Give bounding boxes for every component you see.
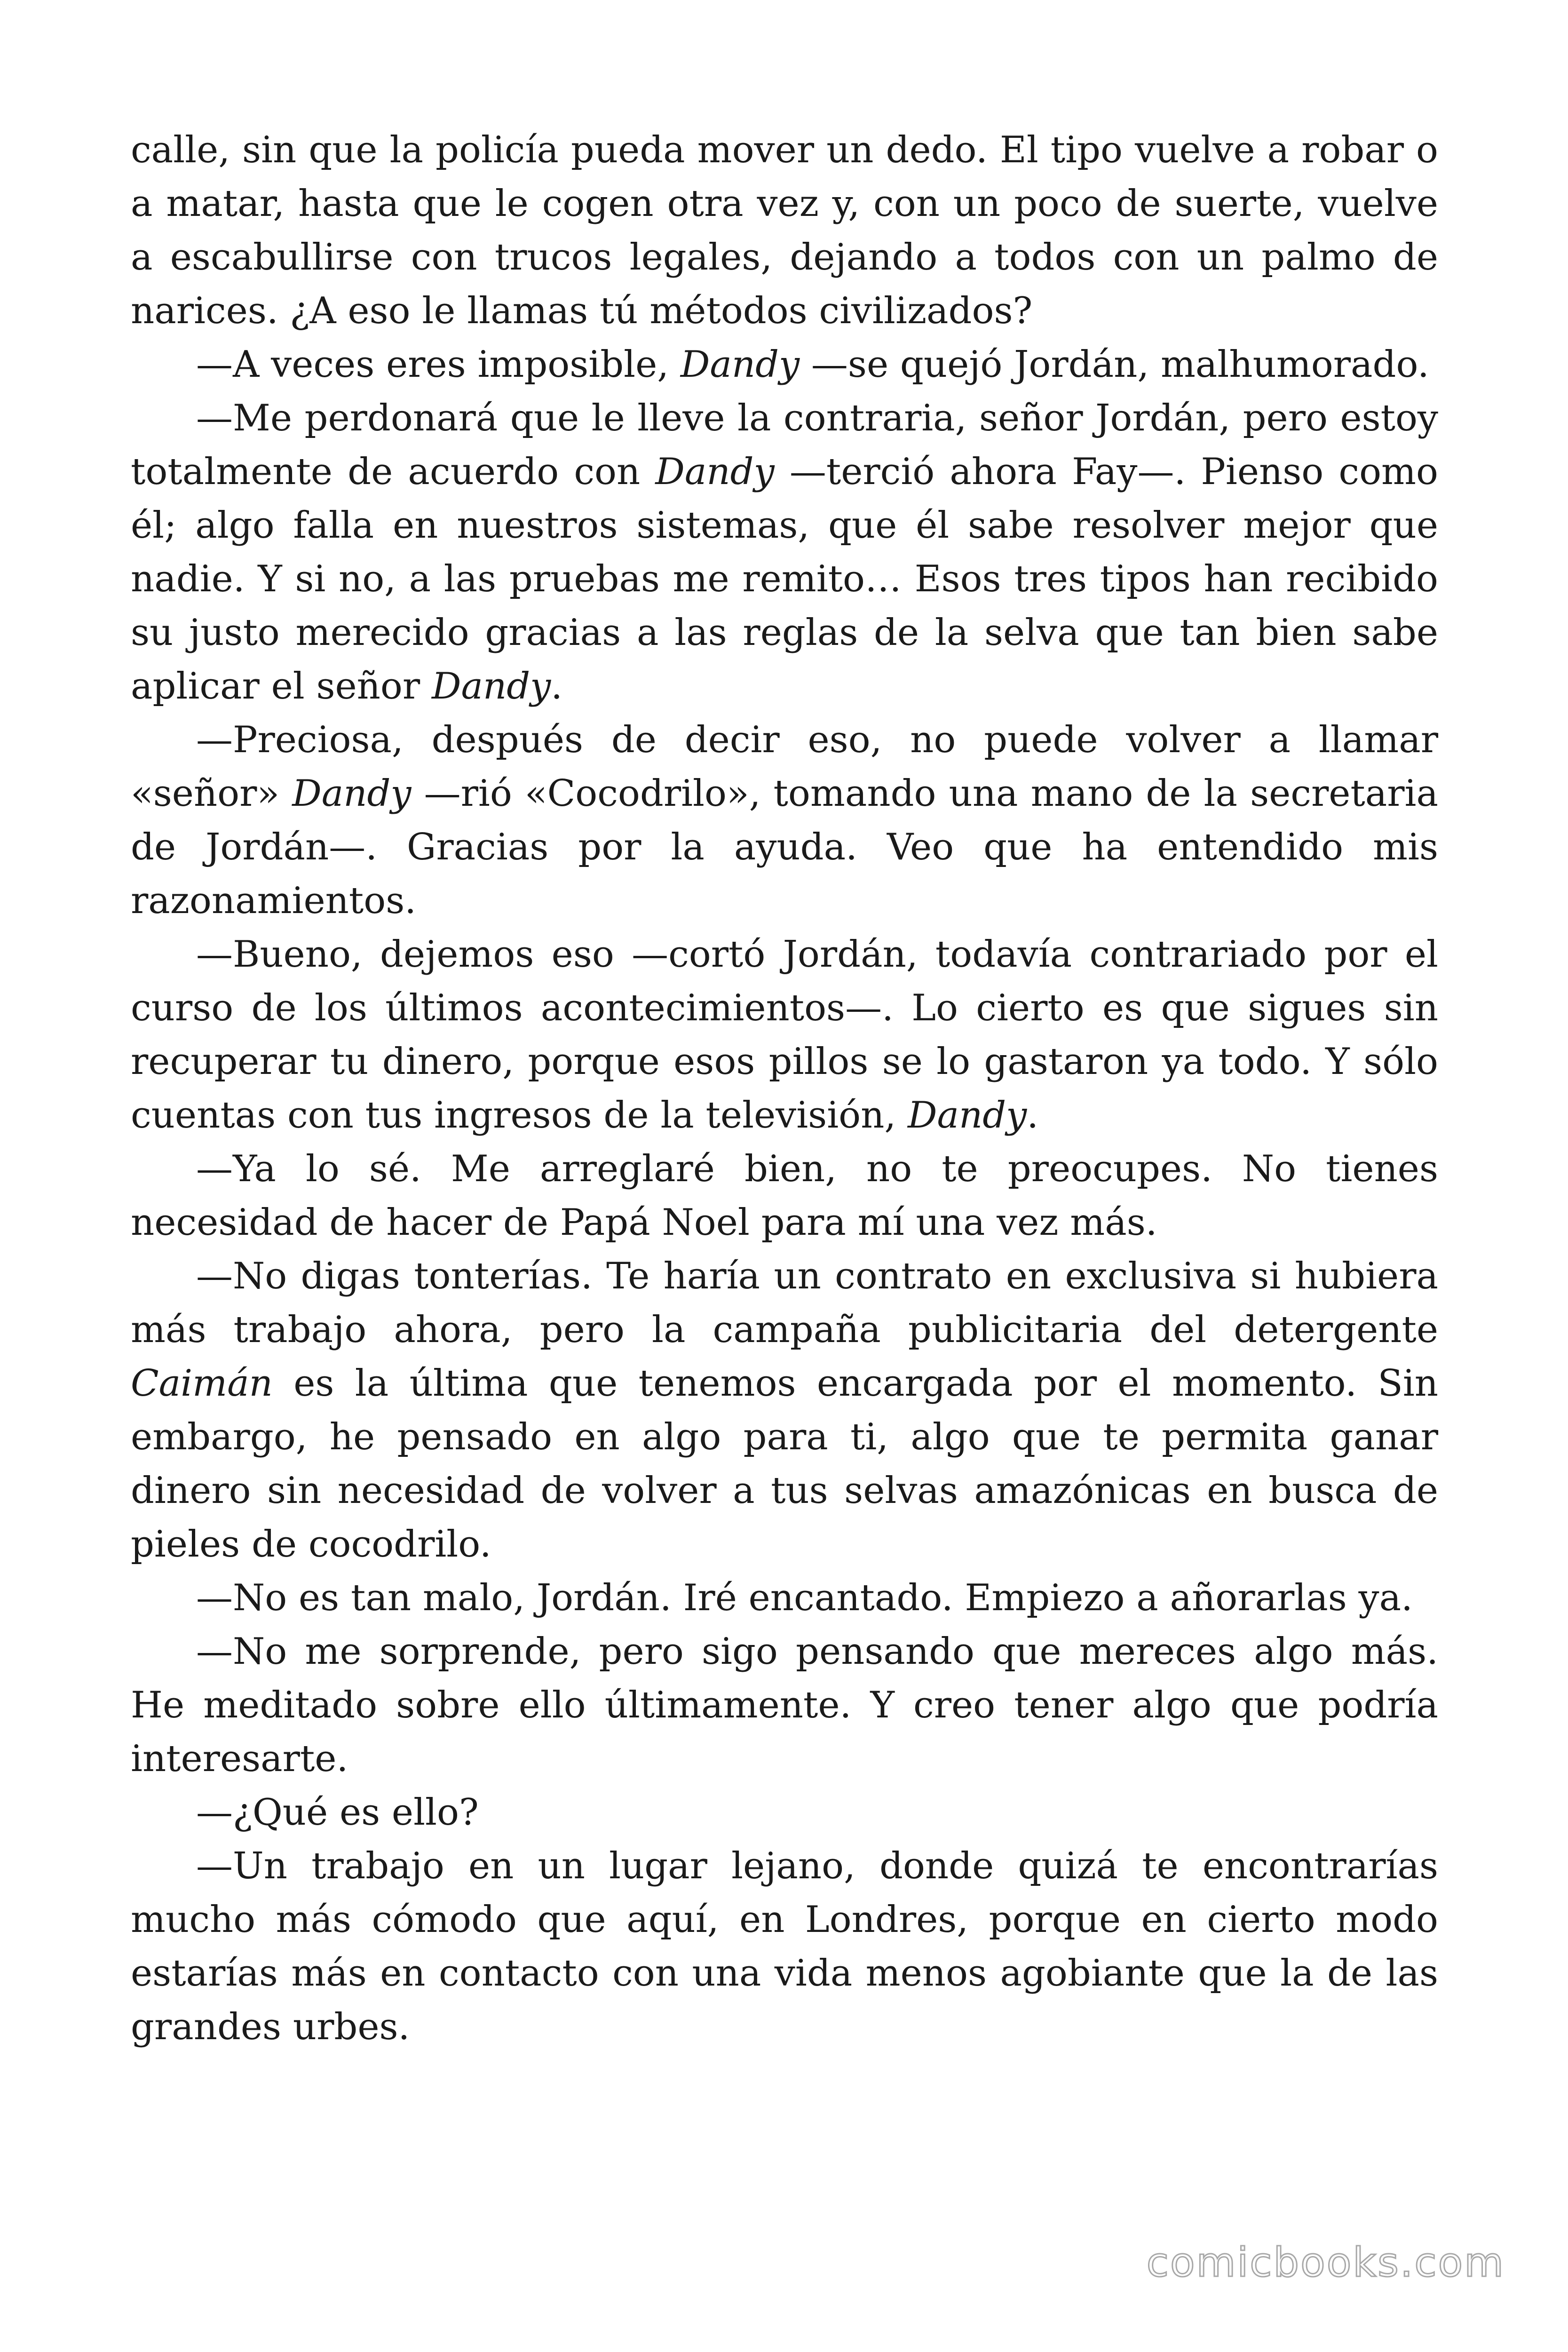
paragraph: —No es tan malo, Jordán. Iré encantado. Empiezo a añorarlas ya. [196,1577,1413,1619]
page-body [131,123,1438,2054]
paragraph: —No me sorprende, pero sigo pensando que mereces algo más. He meditado sobre ello últimamente. Y creo tener algo que podría interesarte. [131,1630,1438,1780]
paragraph: —Me perdonará que le lleve la contraria, señor Jordán, pero estoy totalmente de acuerdo con Dandy —terció ahora Fay—. Pienso como él; algo falla en nuestros sistemas, que él sabe resolver mejor que nadie. Y si no, a las pruebas me remito… Esos tres tipos han recibido su justo merecido gracias a las reglas de la selva que tan bien sabe aplicar el señor Dandy. [131,397,1438,707]
paragraph: —Ya lo sé. Me arreglaré bien, no te preocupes. No tienes necesidad de hacer de Papá Noel para mí una vez más. [131,1148,1438,1244]
paragraph: calle, sin que la policía pueda mover un dedo. El tipo vuelve a robar o a matar, hasta que le cogen otra vez y, con un poco de suerte, vuelve a escabullirse con trucos legales, dejando a todos con un palmo de narices. ¿A eso le llamas tú métodos civilizados? [131,129,1438,332]
paragraph: —A veces eres imposible, Dandy —se quejó Jordán, malhumorado. [196,343,1429,386]
paragraph: —Un trabajo en un lugar lejano, donde quizá te encontrarías mucho más cómodo que aquí, en Londres, porque en cierto modo estarías más en contacto con una vida menos agobiante que la de las grandes urbes. [131,1845,1438,2048]
paragraph: —¿Qué es ello? [196,1791,479,1834]
paragraph: —No digas tonterías. Te haría un contrato en exclusiva si hubiera más trabajo ahora, pero la campaña publicitaria del detergente Caimán es la última que tenemos encargada por el momento. Sin embargo, he pensado en algo para ti, algo que te permita ganar dinero sin necesidad de volver a tus selvas amazónicas en busca de pieles de cocodrilo. [131,1255,1438,1565]
watermark-logo: comicbooks.com [1146,2239,1505,2286]
paragraph: —Bueno, dejemos eso —cortó Jordán, todavía contrariado por el curso de los últimos acontecimientos—. Lo cierto es que sigues sin recuperar tu dinero, porque esos pillos se lo gastaron ya todo. Y sólo cuentas con tus ingresos de la televisión, Dandy. [131,933,1438,1136]
paragraph: —Preciosa, después de decir eso, no puede volver a llamar «señor» Dandy —rió «Cocodrilo», tomando una mano de la secretaria de Jordán—. Gracias por la ayuda. Veo que ha entendido mis razonamientos. [131,719,1438,922]
